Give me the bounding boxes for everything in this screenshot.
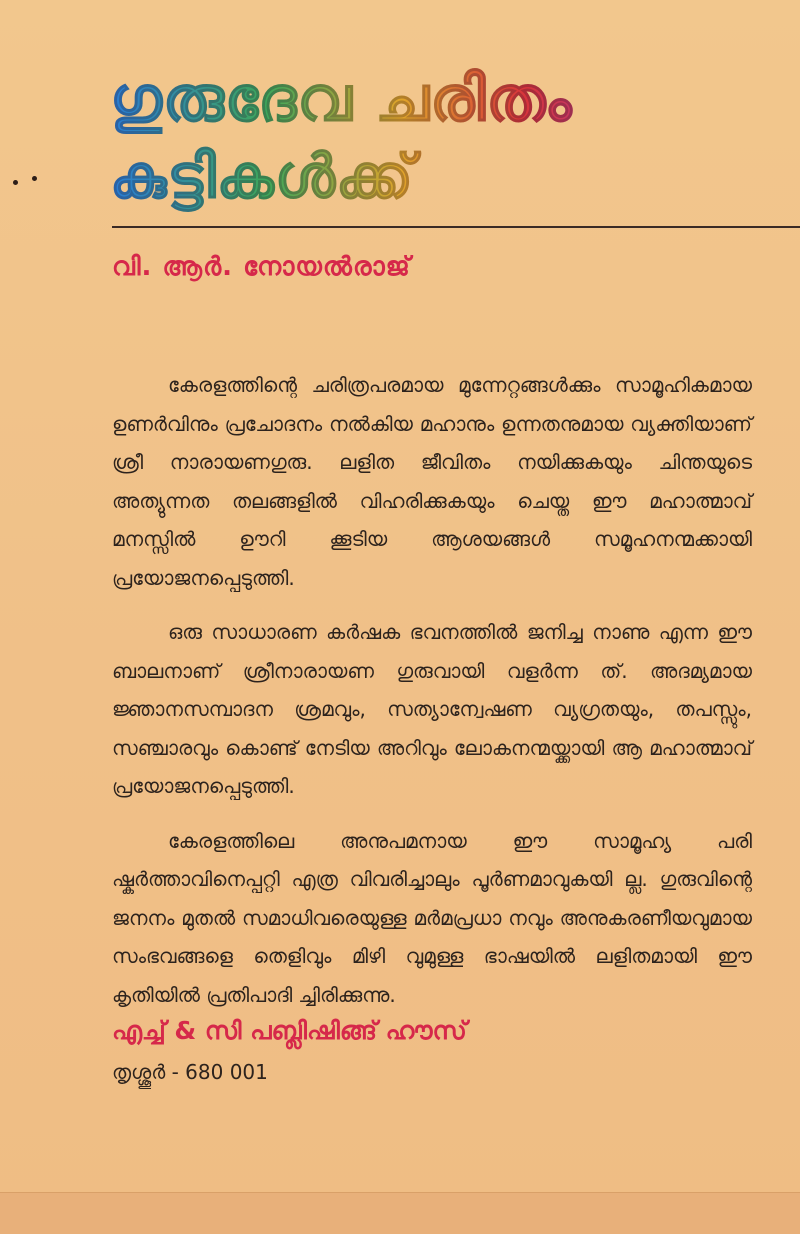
author-name: വി. ആർ. നോയൽരാജ്: [112, 252, 411, 282]
book-title: [110, 60, 670, 216]
blurb: [112, 366, 752, 1030]
blurb-paragraph-2: ഒരു സാധാരണ കർഷക ഭവനത്തിൽ ജനിച്ച നാണു എന്ന ഈ ബാലനാണ് ശ്രീനാരായണ ഗുരുവായി വളർന്ന ത്. അദമ്യമായ ജ്ഞാനസമ്പാദന ശ്രമവും, സത്യാന്വേഷണ വ്യഗ്രതയും, തപസ്സും, സഞ്ചാരവും കൊണ്ട് നേടിയ അറിവും ലോകനന്മയ്ക്കായി ആ മഹാത്മാവ് പ്രയോജനപ്പെടുത്തി.: [112, 620, 752, 798]
blurb-paragraph-3: കേരളത്തിലെ അനുപമനായ ഈ സാമൂഹ്യ പരി ഷ്കർത്താവിനെപ്പറ്റി എത്ര വിവരിച്ചാലും പൂർണമാവുകയി ല്ല. ഗുരുവിന്റെ ജനനം മുതൽ സമാധിവരെയുള്ള മർമപ്രധാ നവും അനുകരണീയവുമായ സംഭവങ്ങളെ തെളിവും മിഴി വുമുള്ള ഭാഷയിൽ ലളിതമായി ഈ കൃതിയിൽ പ്രതിപാദി ച്ചിരിക്കുന്നു.: [112, 828, 752, 1007]
bottom-edge: [0, 1192, 800, 1234]
publisher-city: തൃശ്ശൂർ - 680 001: [112, 1060, 268, 1084]
speck-mark: [13, 180, 18, 185]
speck-mark: [32, 176, 37, 181]
publisher-name: എച്ച് & സി പബ്ലിഷിങ്ങ് ഹൗസ്: [112, 1016, 467, 1045]
title-line-2: കുട്ടികൾക്ക്: [110, 138, 670, 216]
blurb-paragraph-1: കേരളത്തിന്റെ ചരിത്രപരമായ മുന്നേറ്റങ്ങൾക്കും സാമൂഹികമായ ഉണർവിനും പ്രചോദനം നൽകിയ മഹാനും ഉന്നതനുമായ വ്യക്തിയാണ് ശ്രീ നാരായണഗുരു. ലളിത ജീവിതം നയിക്കുകയും ചിന്തയുടെ അത്യുന്നത തലങ്ങളിൽ വിഹരിക്കുകയും ചെയ്ത ഈ മഹാത്മാവ് മനസ്സിൽ ഊറി ക്കൂടിയ ആശയങ്ങൾ സമൂഹനന്മക്കായി പ്രയോജനപ്പെടുത്തി.: [112, 373, 752, 590]
title-line-1: ഗുരുദേവ ചരിതം: [110, 60, 670, 138]
title-divider: [112, 226, 800, 228]
